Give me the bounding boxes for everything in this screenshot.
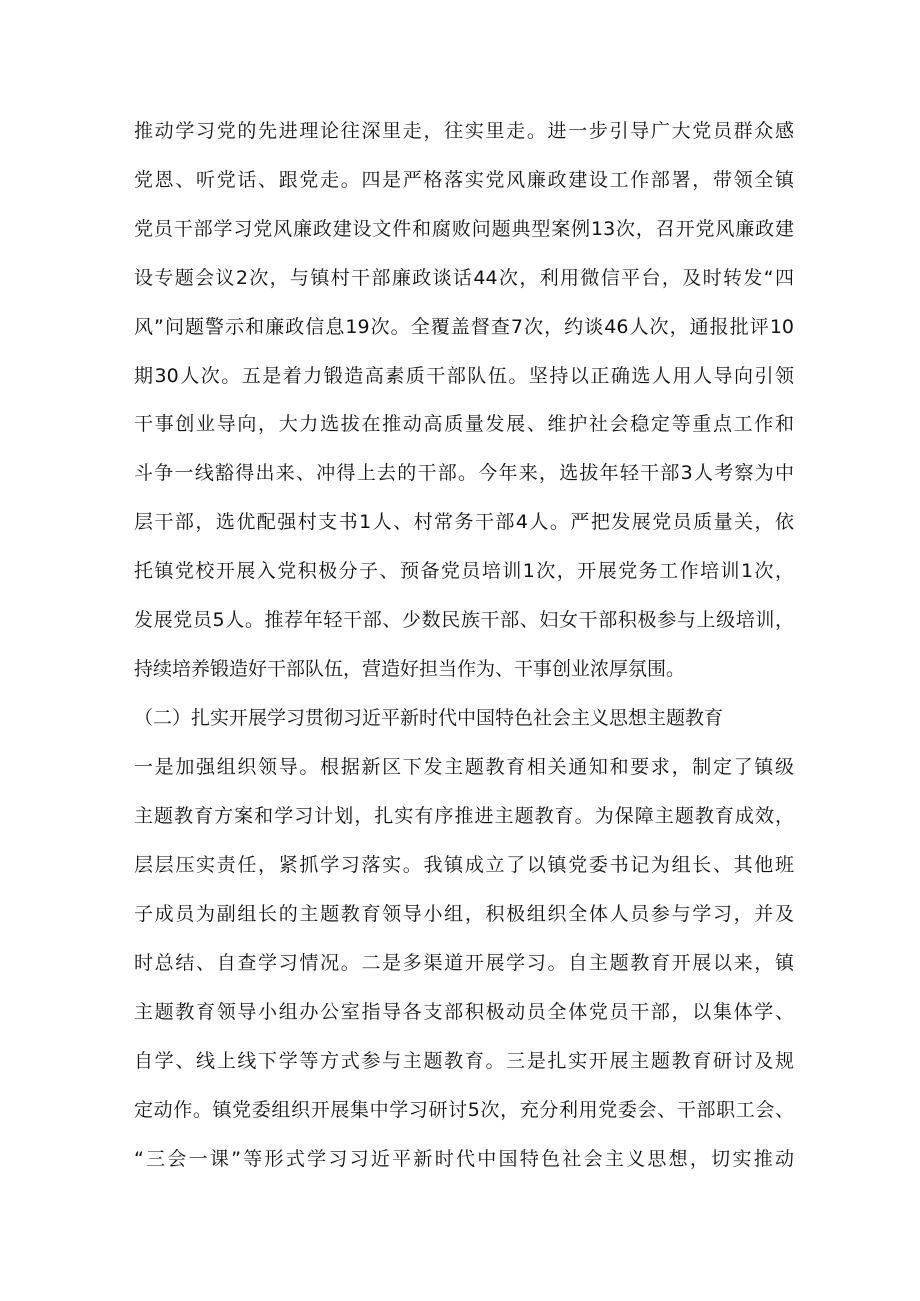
paragraph-line: 风”问题警示和廉政信息19次。全覆盖督查7次，约谈46人次，通报批评10 [134, 316, 794, 338]
paragraph-line: 主题教育方案和学习计划，扎实有序推进主题教育。为保障主题教育成效， [134, 805, 794, 827]
paragraph-line: 层层压实责任，紧抓学习落实。我镇成立了以镇党委书记为组长、其他班 [134, 854, 794, 876]
paragraph-line: 干事创业导向，大力选拔在推动高质量发展、维护社会稳定等重点工作和 [134, 413, 794, 435]
paragraph-line: 一是加强组织领导。根据新区下发主题教育相关通知和要求，制定了镇级 [134, 756, 794, 778]
paragraph-line: 持续培养锻造好干部队伍，营造好担当作为、干事创业浓厚氛围。 [134, 658, 686, 680]
paragraph-line: 发展党员5人。推荐年轻干部、少数民族干部、妇女干部积极参与上级培训， [134, 609, 794, 631]
paragraph-line: 层干部，选优配强村支书1人、村常务干部4人。严把发展党员质量关，依 [134, 511, 794, 533]
paragraph-line: 自学、线上线下学等方式参与主题教育。三是扎实开展主题教育研讨及规 [134, 1050, 794, 1072]
paragraph-line: 子成员为副组长的主题教育领导小组，积极组织全体人员参与学习，并及 [134, 903, 794, 925]
section-heading: （二）扎实开展学习贯彻习近平新时代中国特色社会主义思想主题教育 [134, 707, 724, 729]
paragraph-line: 期30人次。五是着力锻造高素质干部队伍。坚持以正确选人用人导向引领 [134, 365, 794, 387]
paragraph-line: 定动作。镇党委组织开展集中学习研讨5次，充分利用党委会、干部职工会、 [134, 1099, 794, 1121]
paragraph-line: 斗争一线豁得出来、冲得上去的干部。今年来，选拔年轻干部3人考察为中 [134, 462, 794, 484]
paragraph-line: 推动学习党的先进理论往深里走，往实里走。进一步引导广大党员群众感 [134, 120, 794, 142]
paragraph-line: 主题教育领导小组办公室指导各支部积极动员全体党员干部，以集体学、 [134, 1001, 794, 1023]
paragraph-line: 托镇党校开展入党积极分子、预备党员培训1次，开展党务工作培训1次， [134, 560, 794, 582]
paragraph-line: 党员干部学习党风廉政建设文件和腐败问题典型案例13次，召开党风廉政建 [134, 218, 794, 240]
paragraph-line: 时总结、自查学习情况。二是多渠道开展学习。自主题教育开展以来，镇 [134, 952, 794, 974]
paragraph-line: “三会一课”等形式学习习近平新时代中国特色社会主义思想，切实推动 [134, 1148, 794, 1170]
paragraph-line: 设专题会议2次，与镇村干部廉政谈话44次，利用微信平台，及时转发“四 [134, 267, 794, 289]
paragraph-line: 党恩、听党话、跟党走。四是严格落实党风廉政建设工作部署，带领全镇 [134, 169, 794, 191]
